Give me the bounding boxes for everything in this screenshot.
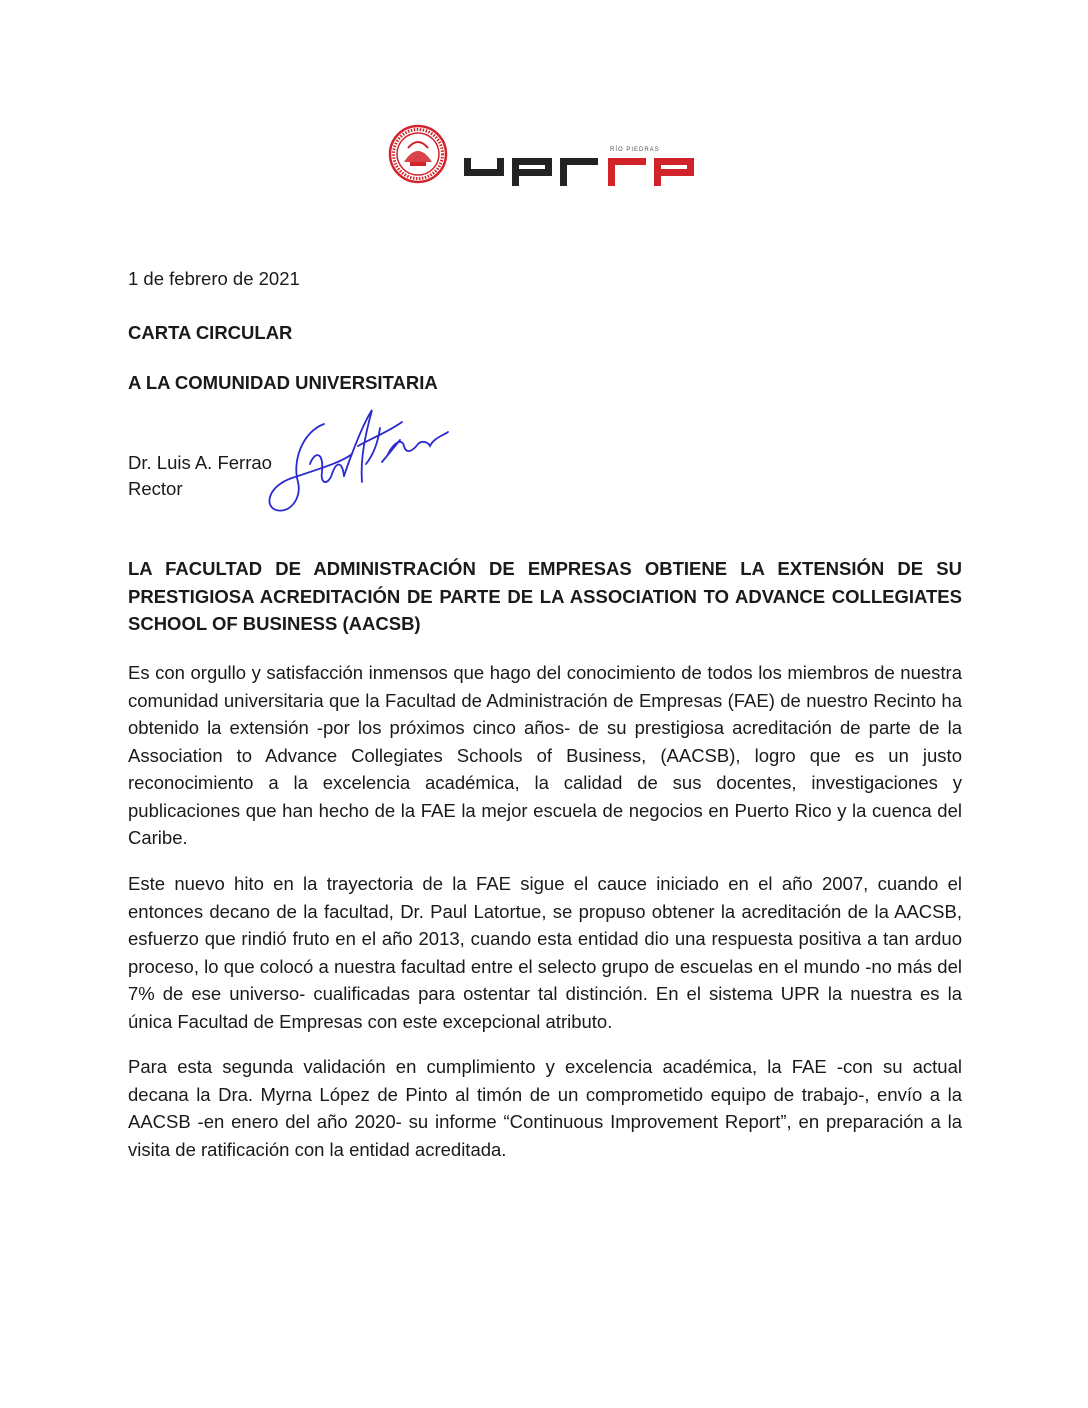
sender-title: Rector xyxy=(128,478,183,499)
sender-name: Dr. Luis A. Ferrao xyxy=(128,452,272,473)
body-paragraph-2: Este nuevo hito en la trayectoria de la FAE sigue el cauce iniciado en el año 2007, cuando el entonces decano de la facultad, Dr. Paul Latortue, se propuso obtener la acreditación de la AACSB, esfuerzo que rindió fruto en el año 2013, cuando esta entidad dio una respuesta positiva a tan arduo proceso, lo que colocó a nuestra facultad entre el selecto grupo de escuelas en el mundo -no más del 7% de ese universo- cualificadas para ostentar tal distinción. En el sistema UPR la nuestra es la única Facultad de Empresas con este excepcional atributo. xyxy=(128,873,962,1032)
letter-subject: LA FACULTAD DE ADMINISTRACIÓN DE EMPRESAS OBTIENE LA EXTENSIÓN DE SU PRESTIGIOSA ACREDITACIÓN DE PARTE DE LA ASSOCIATION TO ADVANCE COLLEGIATES SCHOOL OF BUSINESS (AACSB) xyxy=(128,558,962,634)
body-paragraph-1: Es con orgullo y satisfacción inmensos que hago del conocimiento de todos los miembros de nuestra comunidad universitaria que la Facultad de Administración de Empresas (FAE) de nuestro Recinto ha obtenido la extensión -por los próximos cinco años- de su prestigiosa acreditación de parte de la Association to Advance Collegiates Schools of Business, (AACSB), logro que es un justo reconocimiento a la excelencia académica, la calidad de sus docentes, investigaciones y publicaciones que han hecho de la FAE la mejor escuela de negocios en Puerto Rico y la cuenca del Caribe. xyxy=(128,662,962,848)
body-paragraph-3: Para esta segunda validación en cumplimiento y excelencia académica, la FAE -con su actual decana la Dra. Myrna López de Pinto al timón de un comprometido equipo de trabajo-, envío a la AACSB -en enero del año 2020- su informe “Continuous Improvement Report”, en preparación a la visita de ratificación con la entidad acreditada. xyxy=(128,1056,962,1160)
university-seal-icon xyxy=(390,126,446,182)
circular-label: CARTA CIRCULAR xyxy=(128,322,293,343)
handwritten-signature xyxy=(262,402,462,522)
svg-text:RÍO PIEDRAS: RÍO PIEDRAS xyxy=(610,147,660,153)
uprrp-logo xyxy=(388,118,698,196)
recipient-line: A LA COMUNIDAD UNIVERSITARIA xyxy=(128,372,438,393)
letter-date: 1 de febrero de 2021 xyxy=(128,268,300,289)
